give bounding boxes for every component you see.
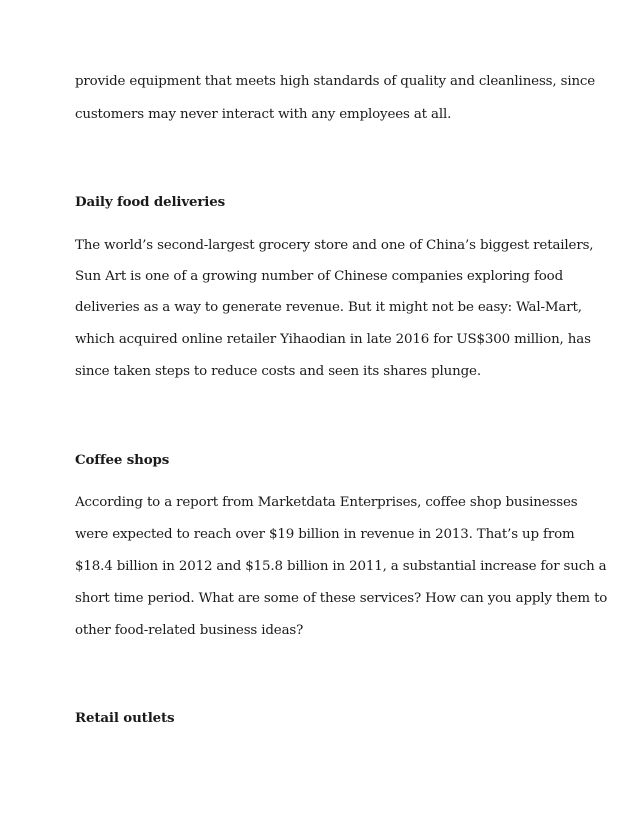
section-heading-retail-outlets: Retail outlets <box>75 710 175 726</box>
paragraph-line: According to a report from Marketdata Enterprises, coffee shop businesses <box>75 495 578 510</box>
intro-line-2: customers may never interact with any employees at all. <box>75 107 452 122</box>
paragraph-line: deliveries as a way to generate revenue. But it might not be easy: Wal-Mart, <box>75 300 582 315</box>
paragraph-line: Sun Art is one of a growing number of Chinese companies exploring food <box>75 269 563 284</box>
paragraph-line: which acquired online retailer Yihaodian in late 2016 for US$300 million, has <box>75 332 591 347</box>
paragraph-line: were expected to reach over $19 billion in revenue in 2013. That’s up from <box>75 527 575 542</box>
paragraph-line: since taken steps to reduce costs and seen its shares plunge. <box>75 364 481 379</box>
paragraph-line: The world’s second-largest grocery store and one of China’s biggest retailers, <box>75 238 594 253</box>
section-heading-coffee-shops: Coffee shops <box>75 452 170 468</box>
intro-line-1: provide equipment that meets high standards of quality and cleanliness, since <box>75 74 596 89</box>
paragraph-line: $18.4 billion in 2012 and $15.8 billion in 2011, a substantial increase for such a <box>75 559 607 574</box>
paragraph-line: other food-related business ideas? <box>75 623 304 638</box>
section-heading-daily-food-deliveries: Daily food deliveries <box>75 194 225 210</box>
paragraph-line: short time period. What are some of these services? How can you apply them to <box>75 591 608 606</box>
